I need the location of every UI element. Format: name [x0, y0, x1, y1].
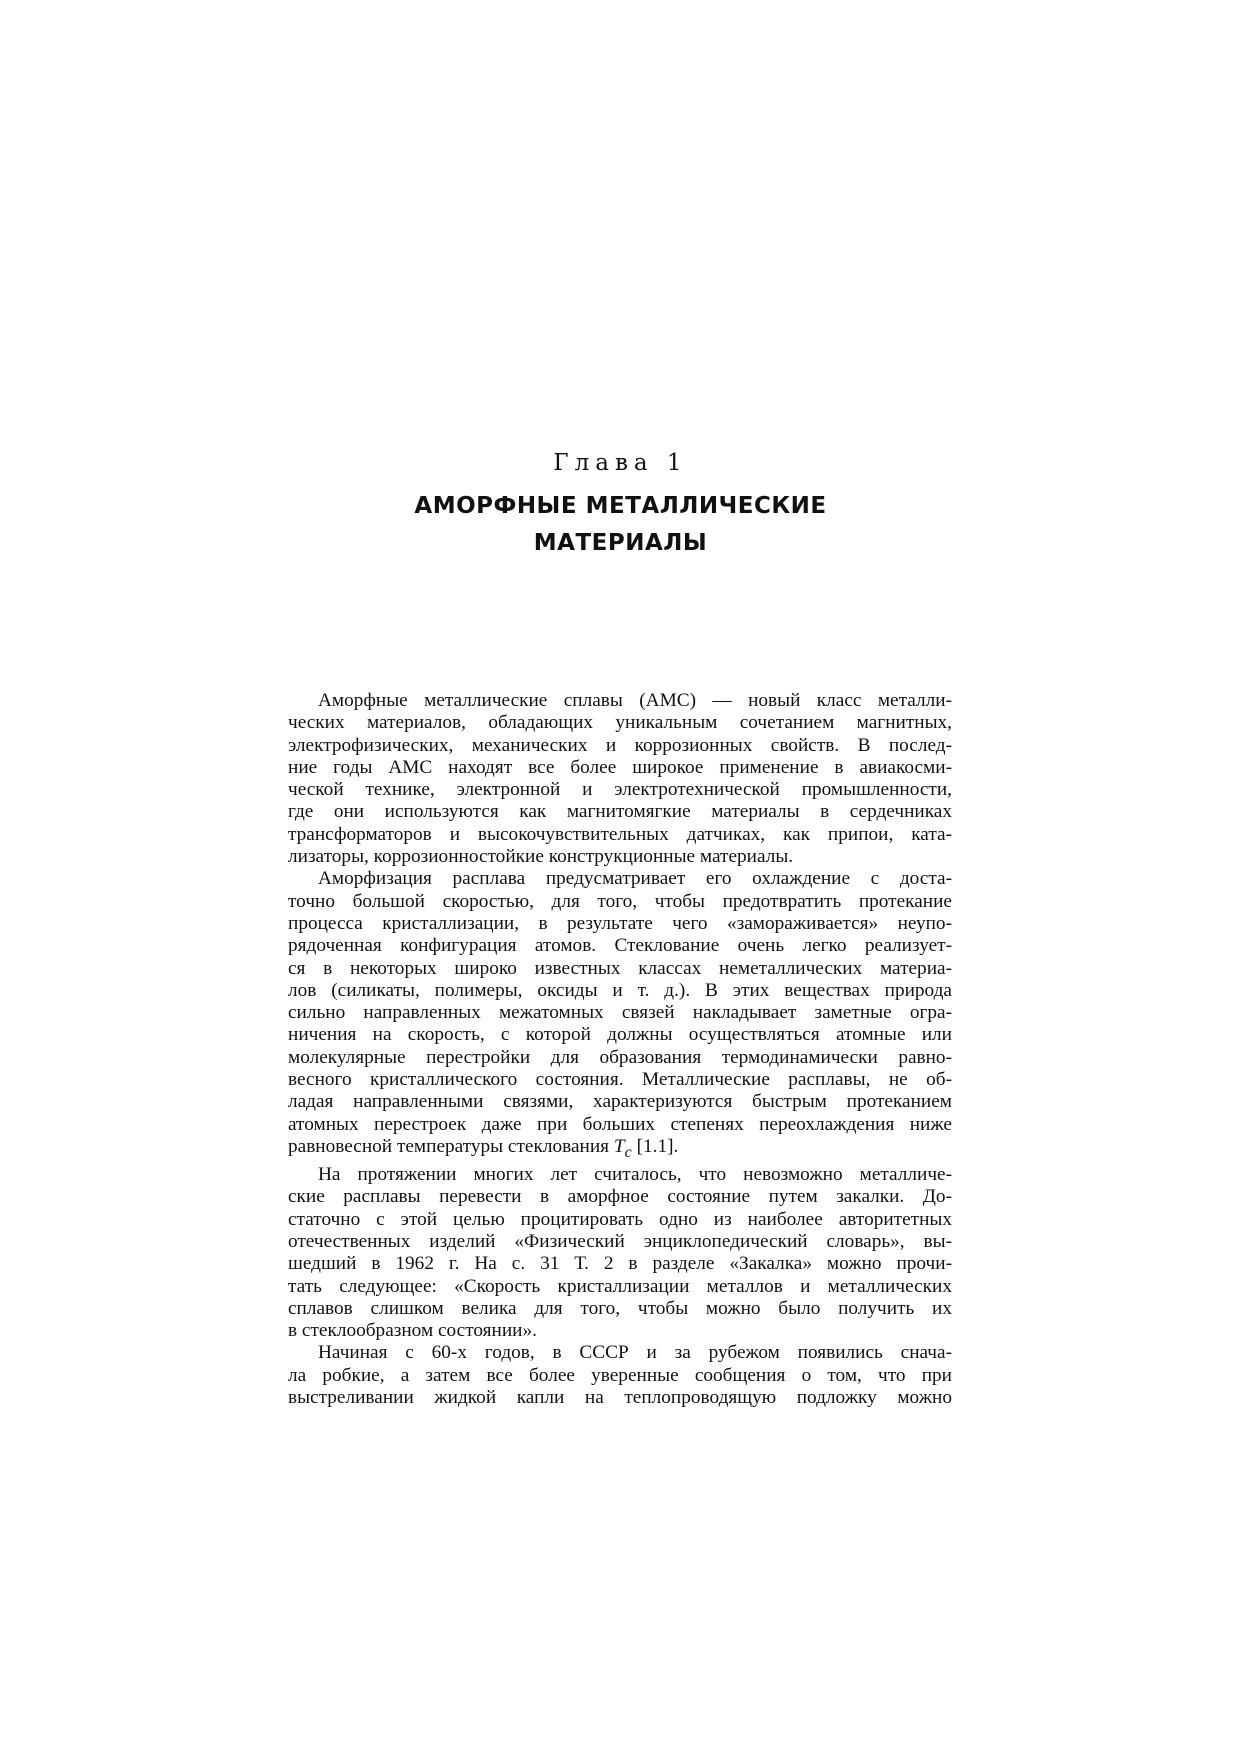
- text-line: весного кристаллического состояния. Металлические расплавы, не об-: [288, 1069, 952, 1091]
- text-line: электрофизических, механических и коррозионных свойств. В послед-: [288, 734, 952, 756]
- chapter-title-line-1: АМОРФНЫЕ МЕТАЛЛИЧЕСКИЕ: [414, 493, 827, 519]
- text-line: сплавов слишком велика для того, чтобы можно было получить их: [288, 1297, 952, 1319]
- body-text: [288, 690, 952, 1409]
- text-line: точно большой скоростью, для того, чтобы предотвратить протекание: [288, 890, 952, 912]
- paragraph-4: [288, 1342, 952, 1409]
- text-line: где они используются как магнитомягкие материалы в сердечниках: [288, 801, 952, 823]
- chapter-label: Глава 1: [553, 450, 688, 476]
- text-line: ничения на скорость, с которой должны осуществляться атомные или: [288, 1024, 952, 1046]
- text-line: ладая направленными связями, характеризуются быстрым протеканием: [288, 1091, 952, 1113]
- text-line-with-formula: [288, 1136, 952, 1164]
- text-line: процесса кристаллизации, в результате чего «замораживается» неупо-: [288, 912, 952, 934]
- text-line: лизаторы, коррозионностойкие конструкционные материалы.: [288, 846, 794, 868]
- text-line: молекулярные перестройки для образования термодинамически равно-: [288, 1046, 952, 1068]
- text-line: Начиная с 60-х годов, в СССР и за рубежом появились снача-: [318, 1342, 952, 1364]
- text-line: статочно с этой целью процитировать одно из наиболее авторитетных: [288, 1208, 952, 1230]
- text-line: На протяжении многих лет считалось, что невозможно металличе-: [318, 1164, 952, 1186]
- chapter-title-line-2: МАТЕРИАЛЫ: [533, 530, 708, 556]
- formula-subscript: c: [624, 1143, 632, 1161]
- text-line: ла робкие, а затем все более уверенные сообщения о том, что при: [288, 1364, 952, 1386]
- chapter-title: [0, 488, 1241, 562]
- text-line: равновесной температуры стеклования: [288, 1135, 610, 1157]
- text-line: отечественных изделий «Физический энциклопедический словарь», вы-: [288, 1230, 952, 1252]
- text-line: ние годы АМС находят все более широкое применение в авиакосми-: [288, 756, 952, 778]
- text-line: ческих материалов, обладающих уникальным сочетанием магнитных,: [288, 712, 952, 734]
- text-line: атомных перестроек даже при больших степенях переохлаждения ниже: [288, 1113, 952, 1135]
- text-line: Аморфные металлические сплавы (АМС) — новый класс металли-: [318, 690, 952, 711]
- paragraph-2: [288, 868, 952, 1164]
- text-line: выстреливании жидкой капли на теплопроводящую подложку можно: [288, 1387, 952, 1409]
- text-line: рядоченная конфигурация атомов. Стеклование очень легко реализует-: [288, 935, 952, 957]
- paragraph-3: [288, 1164, 952, 1342]
- text-line: ся в некоторых широко известных классах неметаллических материа-: [288, 957, 952, 979]
- text-line: трансформаторов и высокочувствительных датчиках, как припои, ката-: [288, 823, 952, 845]
- paragraph-1: [288, 690, 952, 868]
- text-line: ские расплавы перевести в аморфное состояние путем закалки. До-: [288, 1186, 952, 1208]
- citation: [1.1].: [636, 1135, 679, 1157]
- formula-symbol: T: [613, 1135, 625, 1157]
- text-line: Аморфизация расплава предусматривает его охлаждение с доста-: [318, 868, 952, 890]
- text-line: лов (силикаты, полимеры, оксиды и т. д.). В этих веществах природа: [288, 979, 952, 1001]
- text-line: в стеклообразном состоянии».: [288, 1320, 537, 1342]
- text-line: сильно направленных межатомных связей накладывает заметные огра-: [288, 1002, 952, 1024]
- text-line: шедший в 1962 г. На с. 31 Т. 2 в разделе «Закалка» можно прочи-: [288, 1253, 952, 1275]
- text-line: тать следующее: «Скорость кристаллизации металлов и металлических: [288, 1275, 952, 1297]
- text-line: ческой технике, электронной и электротехнической промышленности,: [288, 779, 952, 801]
